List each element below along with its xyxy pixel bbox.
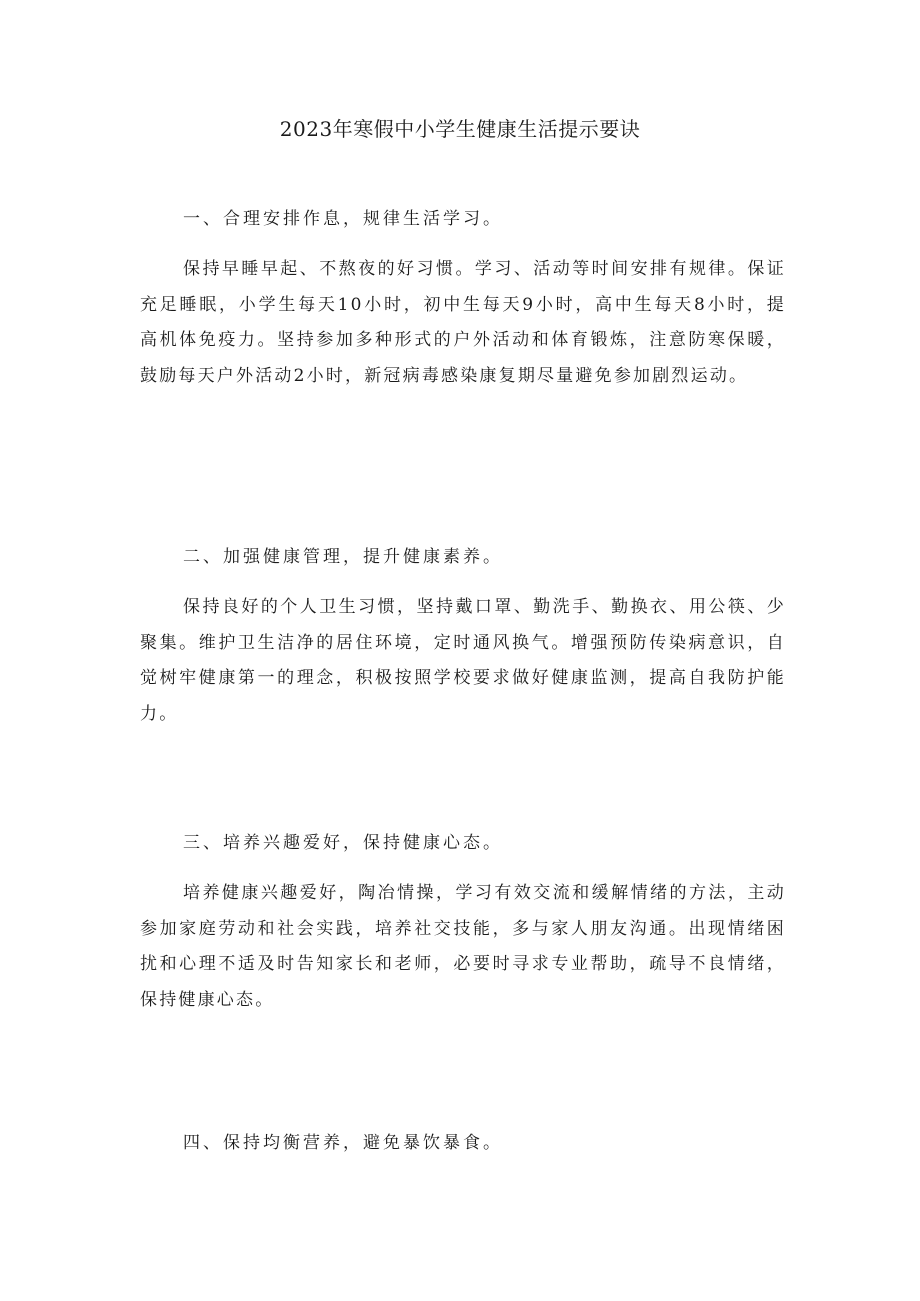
section-4-heading: 四、保持均衡营养，避免暴饮暴食。 [183,1133,503,1153]
document-title: 2023年寒假中小学生健康生活提示要诀 [279,117,641,141]
section-2-body: 保持良好的个人卫生习惯，坚持戴口罩、勤洗手、勤换衣、用公筷、少聚集。维护卫生洁净的居住环境，定时通风换气。增强预防传染病意识，自觉树牢健康第一的理念，积极按照学校要求做好健康监测，提高自我防护能力。 [140,597,786,724]
section-3-body: 培养健康兴趣爱好，陶冶情操，学习有效交流和缓解情绪的方法，主动参加家庭劳动和社会实践，培养社交技能，多与家人朋友沟通。出现情绪困扰和心理不适及时告知家长和老师，必要时寻求专业帮助，疏导不良情绪，保持健康心态。 [140,883,786,1010]
section-1-body: 保持早睡早起、不熬夜的好习惯。学习、活动等时间安排有规律。保证充足睡眠，小学生每天10小时，初中生每天9小时，高中生每天8小时，提高机体免疫力。坚持参加多种形式的户外活动和体育锻炼，注意防寒保暖，鼓励每天户外活动2小时，新冠病毒感染康复期尽量避免参加剧烈运动。 [140,259,786,386]
section-2-heading: 二、加强健康管理，提升健康素养。 [183,547,503,567]
section-3-heading: 三、培养兴趣爱好，保持健康心态。 [183,833,503,853]
section-1-heading: 一、合理安排作息，规律生活学习。 [183,209,503,229]
